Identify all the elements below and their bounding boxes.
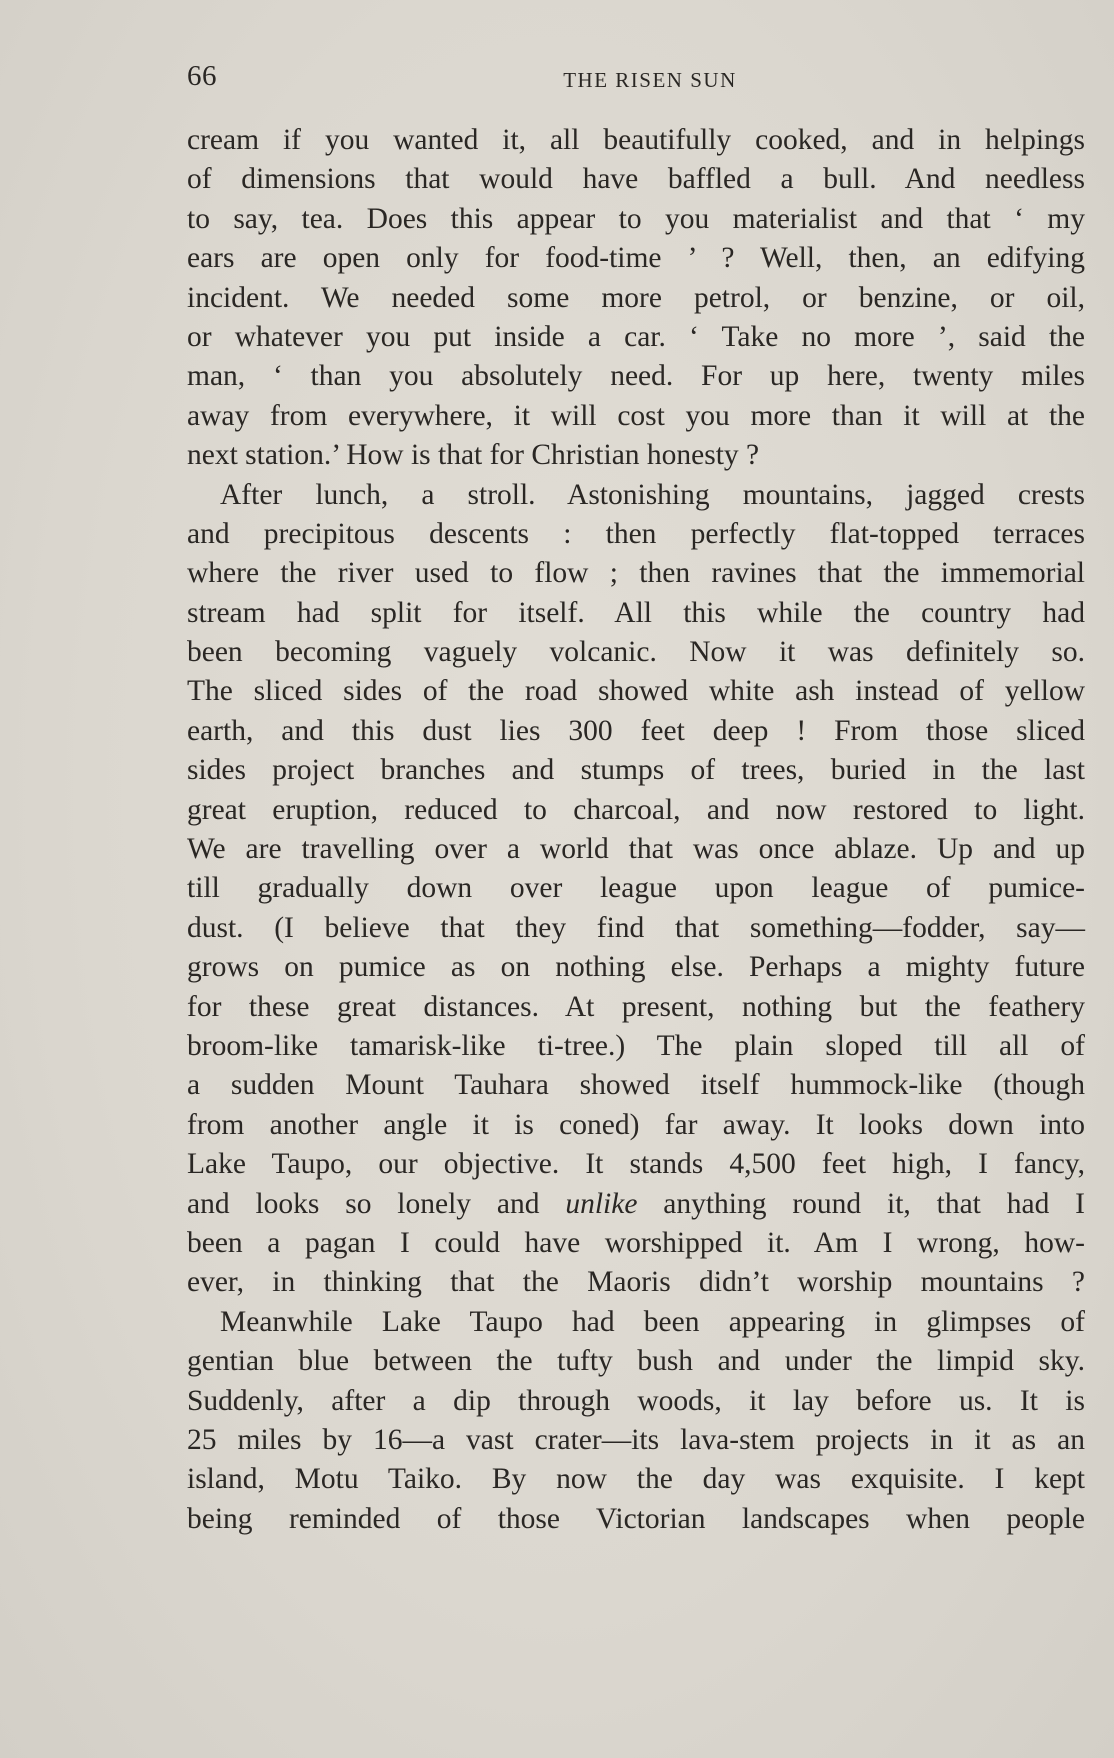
running-title: THE RISEN SUN xyxy=(563,68,737,92)
text-line: from another angle it is coned) far away. It looks down into xyxy=(187,1108,1085,1141)
text-line: next station.’ How is that for Christian honesty ? xyxy=(187,439,760,472)
text-line: grows on pumice as on nothing else. Perhaps a mighty future xyxy=(187,951,1085,984)
text-line: or whatever you put inside a car. ‘ Take no more ’, said the xyxy=(187,320,1085,353)
text-line: ever, in thinking that the Maoris didn’t worship mountains ? xyxy=(187,1266,1085,1299)
text-line: We are travelling over a world that was once ablaze. Up and up xyxy=(187,833,1085,866)
text-line: cream if you wanted it, all beautifully cooked, and in helpings xyxy=(187,124,1085,156)
text-line: 25 miles by 16—a vast crater—its lava-stem projects in it as an xyxy=(187,1423,1085,1456)
text-line: a sudden Mount Tauhara showed itself hummock-like (though xyxy=(187,1069,1085,1102)
text-line: Lake Taupo, our objective. It stands 4,500 feet high, I fancy, xyxy=(187,1148,1085,1181)
text-line: sides project branches and stumps of trees, buried in the last xyxy=(187,754,1085,787)
text-segment: and looks so lonely and xyxy=(187,1187,566,1220)
text-line: man, ‘ than you absolutely need. For up here, twenty miles xyxy=(187,360,1085,393)
text-line: island, Motu Taiko. By now the day was exquisite. I kept xyxy=(187,1463,1085,1496)
paragraph-first-line: Meanwhile Lake Taupo had been appearing in glimpses of xyxy=(220,1305,1085,1338)
text-line: gentian blue between the tufty bush and under the limpid sky. xyxy=(187,1345,1085,1378)
text-line: away from everywhere, it will cost you more than it will at the xyxy=(187,399,1085,432)
text-line: The sliced sides of the road showed white ash instead of yellow xyxy=(187,675,1085,708)
text-line: been a pagan I could have worshipped it. Am I wrong, how- xyxy=(187,1226,1085,1259)
page-number: 66 xyxy=(187,60,217,92)
text-line: till gradually down over league upon league of pumice- xyxy=(187,872,1085,905)
text-line: earth, and this dust lies 300 feet deep ! From those sliced xyxy=(187,714,1085,747)
text-line: been becoming vaguely volcanic. Now it was definitely so. xyxy=(187,636,1085,669)
text-line: incident. We needed some more petrol, or benzine, or oil, xyxy=(187,281,1085,314)
text-line: Suddenly, after a dip through woods, it lay before us. It is xyxy=(187,1384,1085,1417)
text-line: of dimensions that would have baffled a bull. And needless xyxy=(187,163,1085,196)
text-line: where the river used to flow ; then ravines that the immemorial xyxy=(187,557,1085,590)
text-segment: anything round it, that had I xyxy=(637,1187,1085,1220)
body-text xyxy=(187,121,1085,1539)
text-line xyxy=(187,1185,1085,1224)
text-line: great eruption, reduced to charcoal, and now restored to light. xyxy=(187,793,1085,826)
running-head xyxy=(187,60,1085,100)
text-line: stream had split for itself. All this while the country had xyxy=(187,596,1085,629)
text-line: for these great distances. At present, nothing but the feathery xyxy=(187,990,1085,1023)
paragraph-first-line: After lunch, a stroll. Astonishing mountains, jagged crests xyxy=(220,478,1085,511)
text-line: dust. (I believe that they find that something—fodder, say— xyxy=(187,911,1085,944)
text-line: being reminded of those Victorian landscapes when people xyxy=(187,1502,1085,1535)
text-line: to say, tea. Does this appear to you materialist and that ‘ my xyxy=(187,202,1085,235)
text-line: ears are open only for food-time ’ ? Well, then, an edifying xyxy=(187,242,1085,275)
text-line: broom-like tamarisk-like ti-tree.) The plain sloped till all of xyxy=(187,1029,1085,1062)
italic-word: unlike xyxy=(565,1187,638,1220)
text-line: and precipitous descents : then perfectly flat-topped terraces xyxy=(187,517,1085,550)
